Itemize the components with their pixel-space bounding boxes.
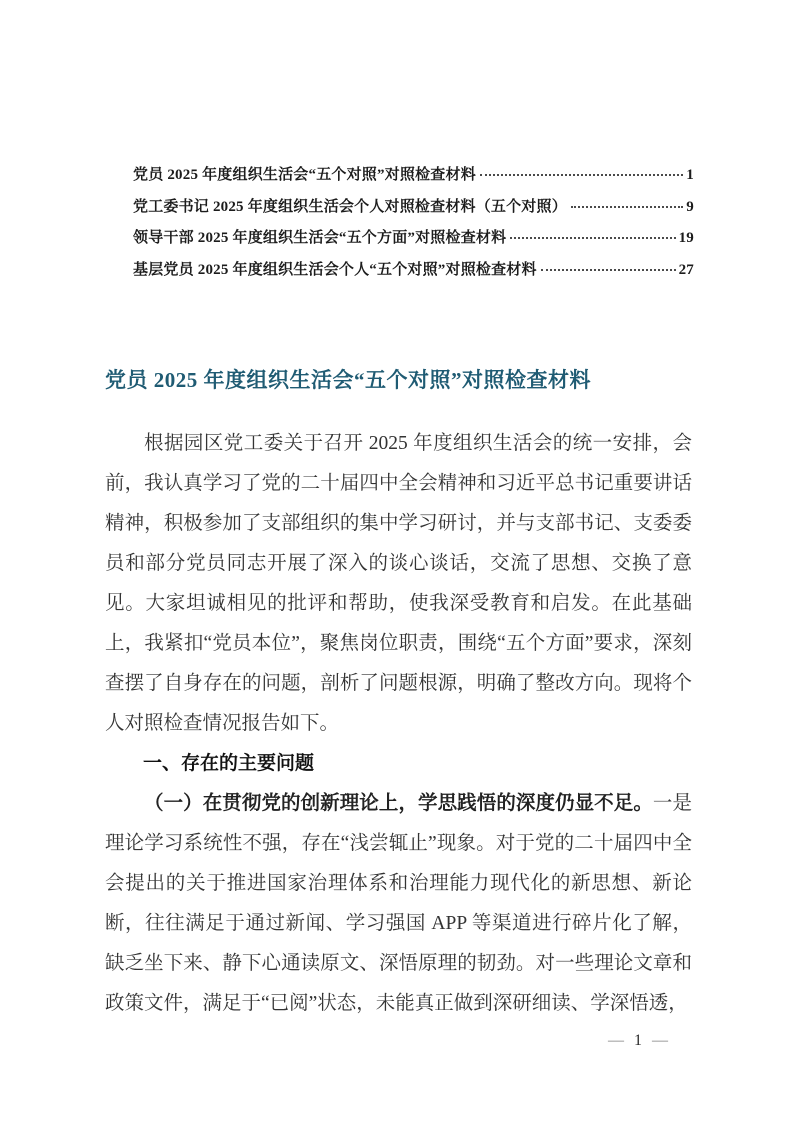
table-of-contents bbox=[133, 163, 694, 289]
subsection-text: 一是理论学习系统性不强，存在“浅尝辄止”现象。对于党的二十届四中全会提出的关于推进国家治理体系和治理能力现代化的新思想、新论断，往往满足于通过新闻、学习强国 APP 等渠道进行碎片化了解，缺乏坐下来、静下心通读原文、深悟原理的韧劲。对一些理论文章和政策文件，满足于“已阅”状态，未能真正做到深研细读、学深悟透， bbox=[105, 793, 692, 1014]
toc-entry-title: 党工委书记 2025 年度组织生活会个人对照检查材料（五个对照） bbox=[133, 198, 567, 215]
toc-entry bbox=[133, 195, 694, 227]
document-title: 党员 2025 年度组织生活会“五个对照”对照检查材料 bbox=[105, 368, 591, 393]
section-heading: 一、存在的主要问题 bbox=[143, 753, 315, 774]
toc-entry-title: 领导干部 2025 年度组织生活会“五个方面”对照检查材料 bbox=[133, 230, 507, 246]
toc-entry-page-number: 9 bbox=[686, 198, 694, 215]
toc-dot-leader bbox=[510, 237, 675, 239]
footer-right-dash: — bbox=[652, 1032, 668, 1049]
toc-entry-page-number: 1 bbox=[686, 167, 694, 183]
toc-entry-title: 党员 2025 年度组织生活会“五个对照”对照检查材料 bbox=[133, 167, 476, 183]
subsection-paragraph bbox=[105, 784, 692, 1024]
toc-entry-page-number: 19 bbox=[678, 230, 694, 246]
toc-dot-leader bbox=[480, 174, 683, 176]
intro-paragraph: 根据园区党工委关于召开 2025 年度组织生活会的统一安排，会前，我认真学习了党的二十届四中全会精神和习近平总书记重要讲话精神，积极参加了支部组织的集中学习研讨，并与支部书记、支委委员和部分党员同志开展了深入的谈心谈话，交流了思想、交换了意见。大家坦诚相见的批评和帮助，使我深受教育和启发。在此基础上，我紧扣“党员本位”，聚焦岗位职责，围绕“五个方面”要求，深刻查摆了自身存在的问题，剖析了问题根源，明确了整改方向。现将个人对照检查情况报告如下。 bbox=[105, 433, 692, 734]
footer-left-dash: — bbox=[608, 1032, 624, 1049]
toc-dot-leader bbox=[571, 206, 683, 208]
toc-entry bbox=[133, 258, 694, 290]
subsection-lead: （一）在贯彻党的创新理论上，学思践悟的深度仍显不足。 bbox=[144, 793, 653, 814]
footer-page-number: 1 bbox=[634, 1032, 642, 1049]
toc-entry bbox=[133, 226, 694, 258]
page-number-footer bbox=[608, 1030, 668, 1052]
toc-entry-title: 基层党员 2025 年度组织生活会个人“五个对照”对照检查材料 bbox=[133, 261, 537, 278]
toc-dot-leader bbox=[541, 269, 676, 271]
toc-entry bbox=[133, 163, 694, 195]
toc-entry-page-number: 27 bbox=[678, 261, 694, 278]
document-body bbox=[105, 424, 692, 1024]
